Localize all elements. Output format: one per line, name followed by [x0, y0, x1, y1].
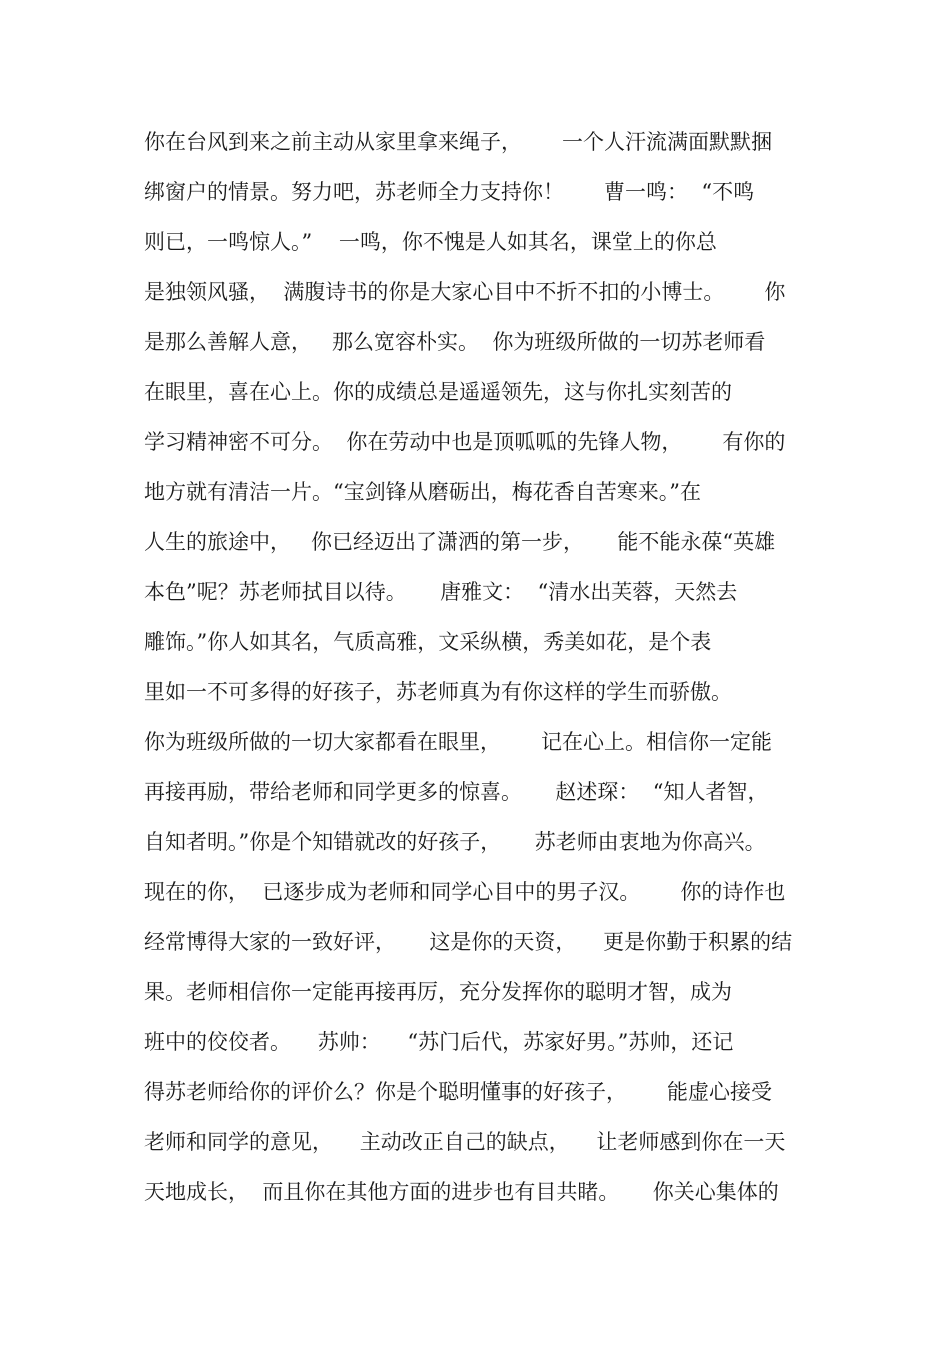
text-line: 是那么善解人意， 那么宽容朴实。 你为班级所做的一切苏老师看 [144, 330, 766, 354]
text-line: 再接再励，带给老师和同学更多的惊喜。 赵述琛： “知人者智， [144, 780, 769, 804]
text-line: 现在的你， 已逐步成为老师和同学心目中的男子汉。 你的诗作也 [144, 880, 786, 904]
text-line: 你在台风到来之前主动从家里拿来绳子， 一个人汗流满面默默捆 [144, 130, 773, 154]
text-line: 人生的旅途中， 你已经迈出了潇洒的第一步， 能不能永葆“英雄 [144, 530, 776, 554]
text-line: 里如一不可多得的好孩子，苏老师真为有你这样的学生而骄傲。 [144, 680, 732, 704]
text-line: 在眼里，喜在心上。你的成绩总是遥遥领先，这与你扎实刻苦的 [144, 380, 732, 404]
text-line: 班中的佼佼者。 苏帅： “苏门后代，苏家好男。”苏帅，还记 [144, 1030, 734, 1054]
text-line: 得苏老师给你的评价么？你是个聪明懂事的好孩子， 能虚心接受 [144, 1080, 773, 1104]
text-line: 地方就有清洁一片。“宝剑锋从磨砺出，梅花香自苦寒来。”在 [144, 480, 701, 504]
text-line: 绑窗户的情景。努力吧，苏老师全力支持你！ 曹一鸣： “不鸣 [144, 180, 755, 204]
text-line: 果。老师相信你一定能再接再厉，充分发挥你的聪明才智，成为 [144, 980, 732, 1004]
text-line: 天地成长， 而且你在其他方面的进步也有目共睹。 你关心集体的 [144, 1180, 779, 1204]
text-line: 雕饰。”你人如其名，气质高雅，文采纵横，秀美如花，是个表 [144, 630, 712, 654]
text-line: 本色”呢？苏老师拭目以待。 唐雅文： “清水出芙蓉，天然去 [144, 580, 738, 604]
text-line: 则已，一鸣惊人。” 一鸣，你不愧是人如其名，课堂上的你总 [144, 230, 717, 254]
text-line: 学习精神密不可分。 你在劳动中也是顶呱呱的先锋人物， 有你的 [144, 430, 786, 454]
text-line: 经常博得大家的一致好评， 这是你的天资， 更是你勤于积累的结 [144, 930, 793, 954]
text-line: 你为班级所做的一切大家都看在眼里， 记在心上。相信你一定能 [144, 730, 773, 754]
text-line: 老师和同学的意见， 主动改正自己的缺点， 让老师感到你在一天 [144, 1130, 786, 1154]
text-line: 自知者明。”你是个知错就改的好孩子， 苏老师由衷地为你高兴。 [144, 830, 766, 854]
text-line: 是独领风骚， 满腹诗书的你是大家心目中不折不扣的小博士。 你 [144, 280, 786, 304]
document-body [144, 122, 824, 1222]
